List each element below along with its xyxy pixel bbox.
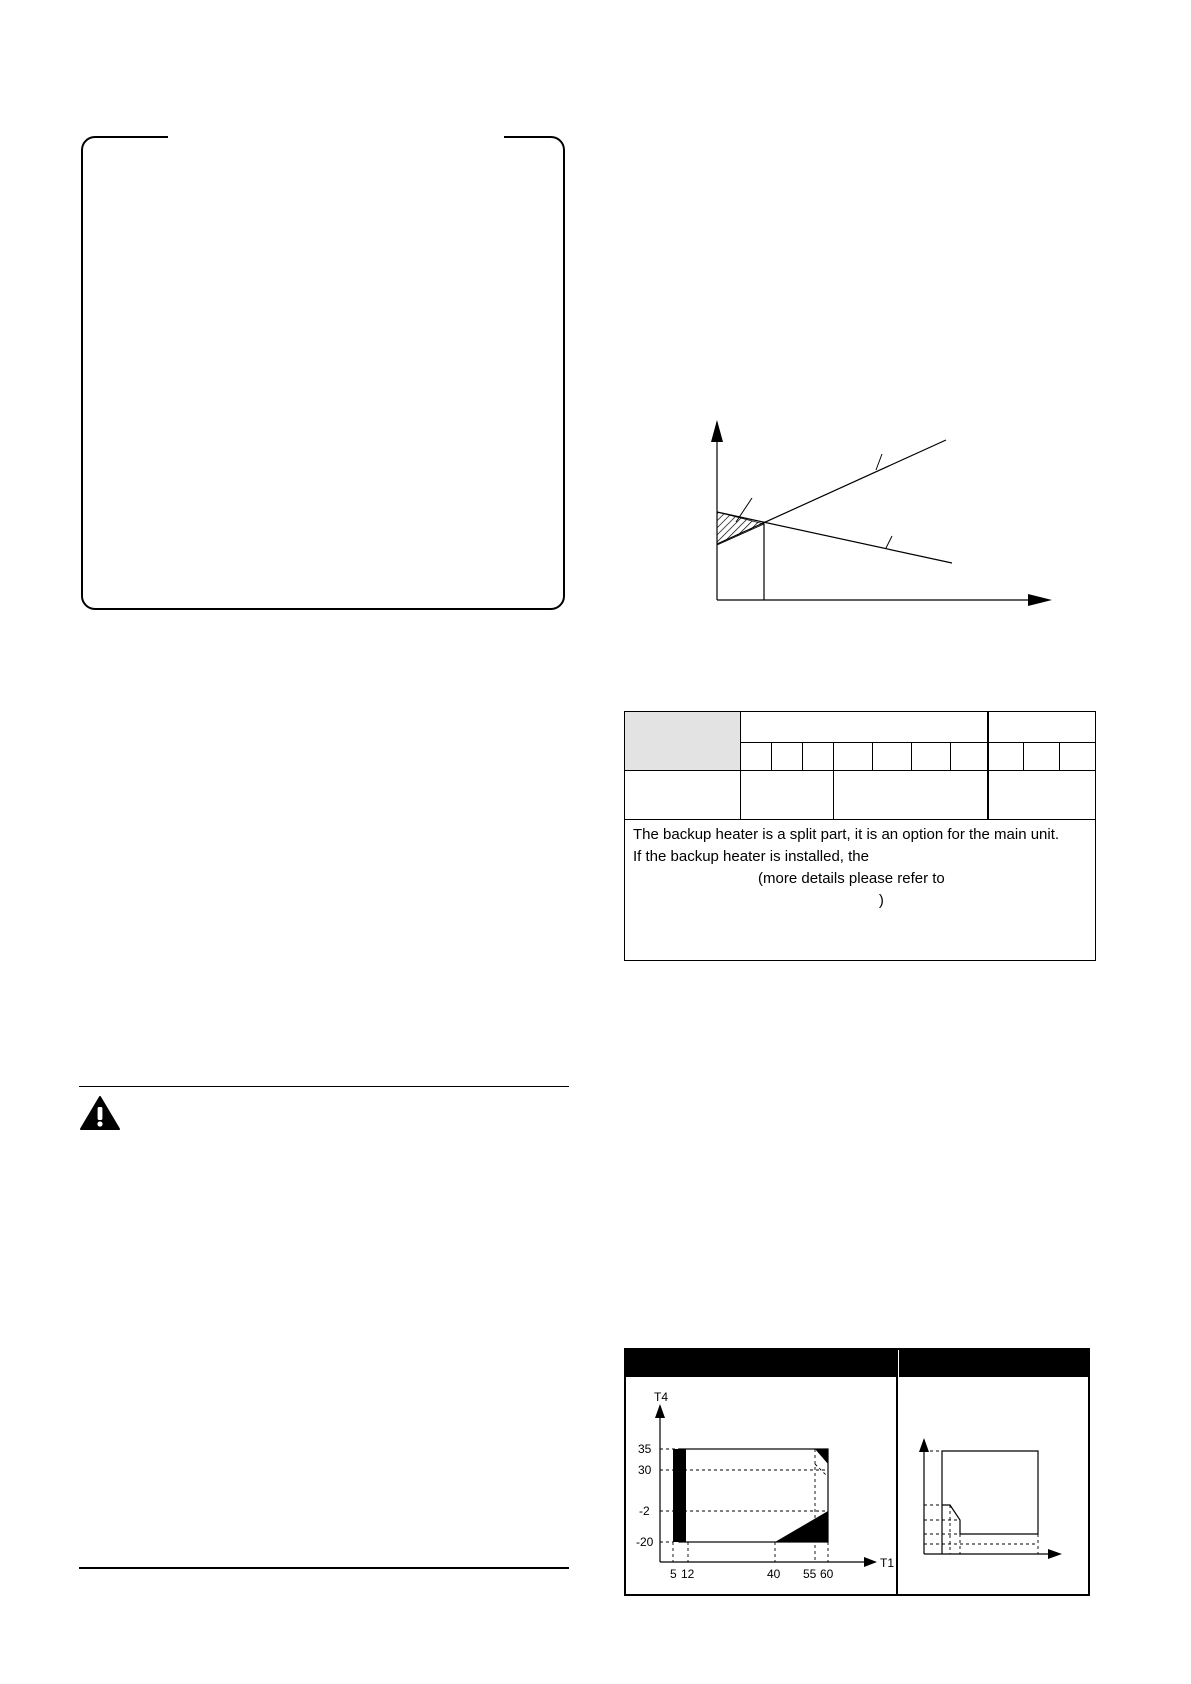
- y-axis-arrow: [655, 1404, 665, 1418]
- table-cell: [803, 743, 834, 771]
- section-divider: [79, 1086, 569, 1087]
- range-header-left: [626, 1350, 896, 1377]
- y-axis-arrow: [711, 420, 723, 442]
- table-note: [625, 820, 1096, 961]
- table-cell: [912, 743, 951, 771]
- operating-range-chart: [628, 1380, 894, 1594]
- leader-tick: [876, 454, 882, 470]
- y-tick-label: -2: [639, 1504, 650, 1518]
- table-cell: [1024, 743, 1060, 771]
- y-tick-label: -20: [636, 1535, 654, 1549]
- x-axis-arrow: [864, 1557, 877, 1567]
- table-corner-header: [625, 712, 741, 771]
- table-cell: [834, 743, 873, 771]
- table-cell: [772, 743, 803, 771]
- range-divider: [896, 1350, 898, 1594]
- x-axis-label: T1: [880, 1556, 894, 1570]
- table-cell: [741, 743, 772, 771]
- y-axis-label: T4: [654, 1390, 669, 1404]
- x-tick-label: 5: [670, 1567, 677, 1581]
- backup-heater-table: [624, 711, 1096, 961]
- lower-region: [775, 1511, 828, 1542]
- x-tick-label: 55: [803, 1567, 817, 1581]
- x-tick-label: 60: [820, 1567, 834, 1581]
- info-box: [81, 136, 565, 610]
- table-cell: [741, 771, 834, 820]
- x-axis-arrow: [1028, 594, 1052, 606]
- table-cell: [873, 743, 912, 771]
- table-cell: [834, 771, 988, 820]
- leader-tick: [886, 536, 892, 548]
- falling-line: [717, 512, 952, 563]
- note-line: The backup heater is a split part, it is an option for the main unit.: [633, 826, 1060, 843]
- x-tick-label: 40: [767, 1567, 781, 1581]
- warning-triangle-icon: [79, 1095, 121, 1131]
- range-outline: [942, 1451, 1038, 1554]
- backup-band: [673, 1449, 686, 1542]
- y-tick-label: 30: [638, 1463, 652, 1477]
- note-line: If the backup heater is installed, the: [633, 848, 869, 865]
- table-group-header: [741, 712, 988, 743]
- note-line: ): [633, 892, 884, 909]
- table-row-label: [625, 771, 741, 820]
- info-box-title-gap: [168, 131, 504, 143]
- x-tick-label: 12: [681, 1567, 695, 1581]
- rising-line: [717, 440, 946, 544]
- y-tick-label: 35: [638, 1442, 652, 1456]
- table-cell: [988, 771, 1096, 820]
- table-cell: [1060, 743, 1096, 771]
- range-header-right: [899, 1350, 1088, 1377]
- table-group-header: [988, 712, 1096, 743]
- note-line: (more details please refer to: [633, 870, 945, 887]
- section-divider: [79, 1567, 569, 1569]
- y-axis-arrow: [919, 1438, 929, 1452]
- table-cell: [951, 743, 988, 771]
- balance-point-diagram: [700, 410, 1060, 620]
- corner-region: [815, 1449, 828, 1464]
- x-axis-arrow: [1048, 1549, 1062, 1559]
- table-cell: [988, 743, 1024, 771]
- operating-range-chart-secondary: [902, 1380, 1088, 1594]
